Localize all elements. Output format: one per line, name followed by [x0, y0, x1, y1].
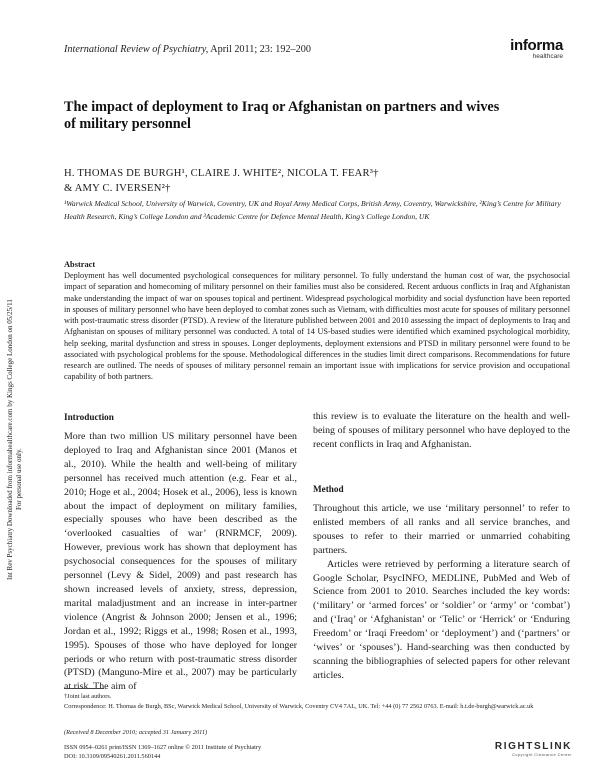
footnote-rule — [64, 688, 104, 689]
affiliations: ¹Warwick Medical School, University of Warwick, Coventry, UK and Royal Army Medical Corps, British Army, Coventry, Warwickshire, ²King’s Centre for Military Health Research, King’s College London and ³Academic Centre for Defence Mental Health, King’s College London, UK — [64, 199, 561, 221]
introduction-heading: Introduction — [64, 412, 114, 422]
method-paragraph-2: Articles were retrieved by performing a literature search of Google Scholar, PsycINFO, MEDLINE, PubMed and Web of Science from 2001 to 2010. Searches included the key words: (‘military’ or ‘armed forces’ or ‘soldier’ or ‘army’ or ‘combat’) and (‘Iraq’ or ‘Afghanistan’ or ‘Telic’ or ‘Herrick’ or ‘Enduring Freedom’ or ‘Iraqi Freedom’ or ‘deployment’) and (‘partners’ or ‘wives’ or ‘spouses’). Hand-searching was then conducted by scanning the bibliographies of selected papers for other relevant articles. — [313, 558, 570, 681]
author-list — [64, 166, 484, 196]
journal-name: International Review of Psychiatry, — [64, 44, 209, 55]
journal-issue: April 2011; 23: 192–200 — [208, 44, 311, 55]
download-notice-line-1: Int Rev Psychiatry Downloaded from informahealthcare.com by Kings College London on 05/25/11 — [6, 299, 14, 580]
journal-citation — [64, 44, 311, 55]
rightslink-wordmark: RIGHTSLINK — [494, 741, 572, 752]
rightslink-tagline: Copyright Clearance Center — [512, 752, 572, 757]
introduction-paragraph: More than two million US military personnel have been deployed to Iraq and Afghanistan since 2001 (Manos et al., 2010). While the health and well-being of military personnel has received much attention (e.g. Fear et al., 2010; Hoge et al., 2004; Hosek et al., 2006), less is known about the impact of deployment on military families, especially spouses who have been described as the ‘overlooked casualties of war’ (RNRMCF, 2009). However, previous work has shown that deployment has psychosocial consequences for the spouses of military personnel (Levy & Sidel, 2009) and past research has shown increased levels of anxiety, stress, depression, marital maladjustment and an increase in inter-partner violence (Angrist & Johnson 2000; Jensen et al., 1996; Jordan et al., 1992; Riggs et al., 1998; Rosen et al., 1993, 1995). Spouses of those who have deployed for longer periods or who return with post-traumatic stress disorder (PTSD) (Manguno-Mire et al., 2007) may be particularly at risk. The aim of — [64, 431, 297, 693]
correspondence: Correspondence: H. Thomas de Burgh, BSc, Warwick Medical School, University of Warwick, Coventry CV4 7AL, UK. Tel: +44 (0) 77 2562 0763. E-mail: h.t.de-burgh@warwick.ac.uk — [64, 703, 534, 710]
issn: ISSN 0954–0261 print/ISSN 1369–1627 online © 2011 Institute of Psychiatry — [64, 744, 262, 751]
article-title: The impact of deployment to Iraq or Afghanistan on partners and wives of military personnel — [64, 99, 500, 132]
download-notice — [6, 299, 26, 580]
abstract-heading: Abstract — [64, 260, 96, 269]
doi: DOI: 10.3109/09540261.2011.560144 — [64, 753, 161, 760]
method-heading: Method — [313, 484, 344, 494]
authors-line-2: & AMY C. IVERSEN²† — [64, 183, 171, 194]
authors-line-1: H. THOMAS DE BURGH¹, CLAIRE J. WHITE², NICOLA T. FEAR³† — [64, 168, 379, 179]
publisher-logo — [483, 38, 563, 61]
method-paragraph-1: Throughout this article, we use ‘military personnel’ to refer to enlisted members of all ranks and all service branches, and spouses to refer to their married or unmarried cohabiting partners. — [313, 503, 570, 556]
publisher-name: informa — [510, 37, 563, 54]
abstract-text: Deployment has well documented psychological consequences for military personnel. To fully understand the human cost of war, the psychosocial impact of separation and homecoming of military personnel on their families must also be considered. Recent arduous conflicts in Iraq and Afghanistan make understanding the impact of war on spouses topical and pertinent. Widespread psychological morbidity and social dysfunction have been reported in spouses of military personnel who have been deployed to combat zones such as Vietnam, with difficulties most acute for spouses of military personnel with post-traumatic stress disorder (PTSD). A review of the literature published between 2001 and 2010 assessing the impact of deployments to Iraq and Afghanistan on spouses of military personnel was conducted. A total of 14 US-based studies were identified which examined psychological morbidity, help seeking, marital dysfunction and stress in spouses. Longer deployments, deployment extensions and PTSD in military personnel were found to be associated with psychological problems for the spouse. Methodological differences in the studies limit direct comparisons. Recommendations for future research are outlined. The needs of spouses of military personnel remain an important issue with implications for service provision and occupational capability of both partners. — [64, 271, 570, 382]
footnote-joint-authors: †Joint last authors. — [64, 693, 112, 700]
introduction-continued — [313, 410, 570, 452]
method-text — [313, 502, 570, 683]
download-notice-line-2: For personal use only. — [15, 448, 23, 510]
introduction-text — [64, 430, 297, 694]
rightslink-logo — [480, 741, 572, 757]
publisher-subtitle: healthcare — [532, 53, 563, 60]
introduction-continued-paragraph: this review is to evaluate the literature on the health and well-being of spouses of military personnel who have deployed to the recent conflicts in Iraq and Afghanistan. — [313, 411, 570, 450]
received-dates: (Received 8 December 2010; accepted 31 January 2011) — [64, 729, 208, 736]
